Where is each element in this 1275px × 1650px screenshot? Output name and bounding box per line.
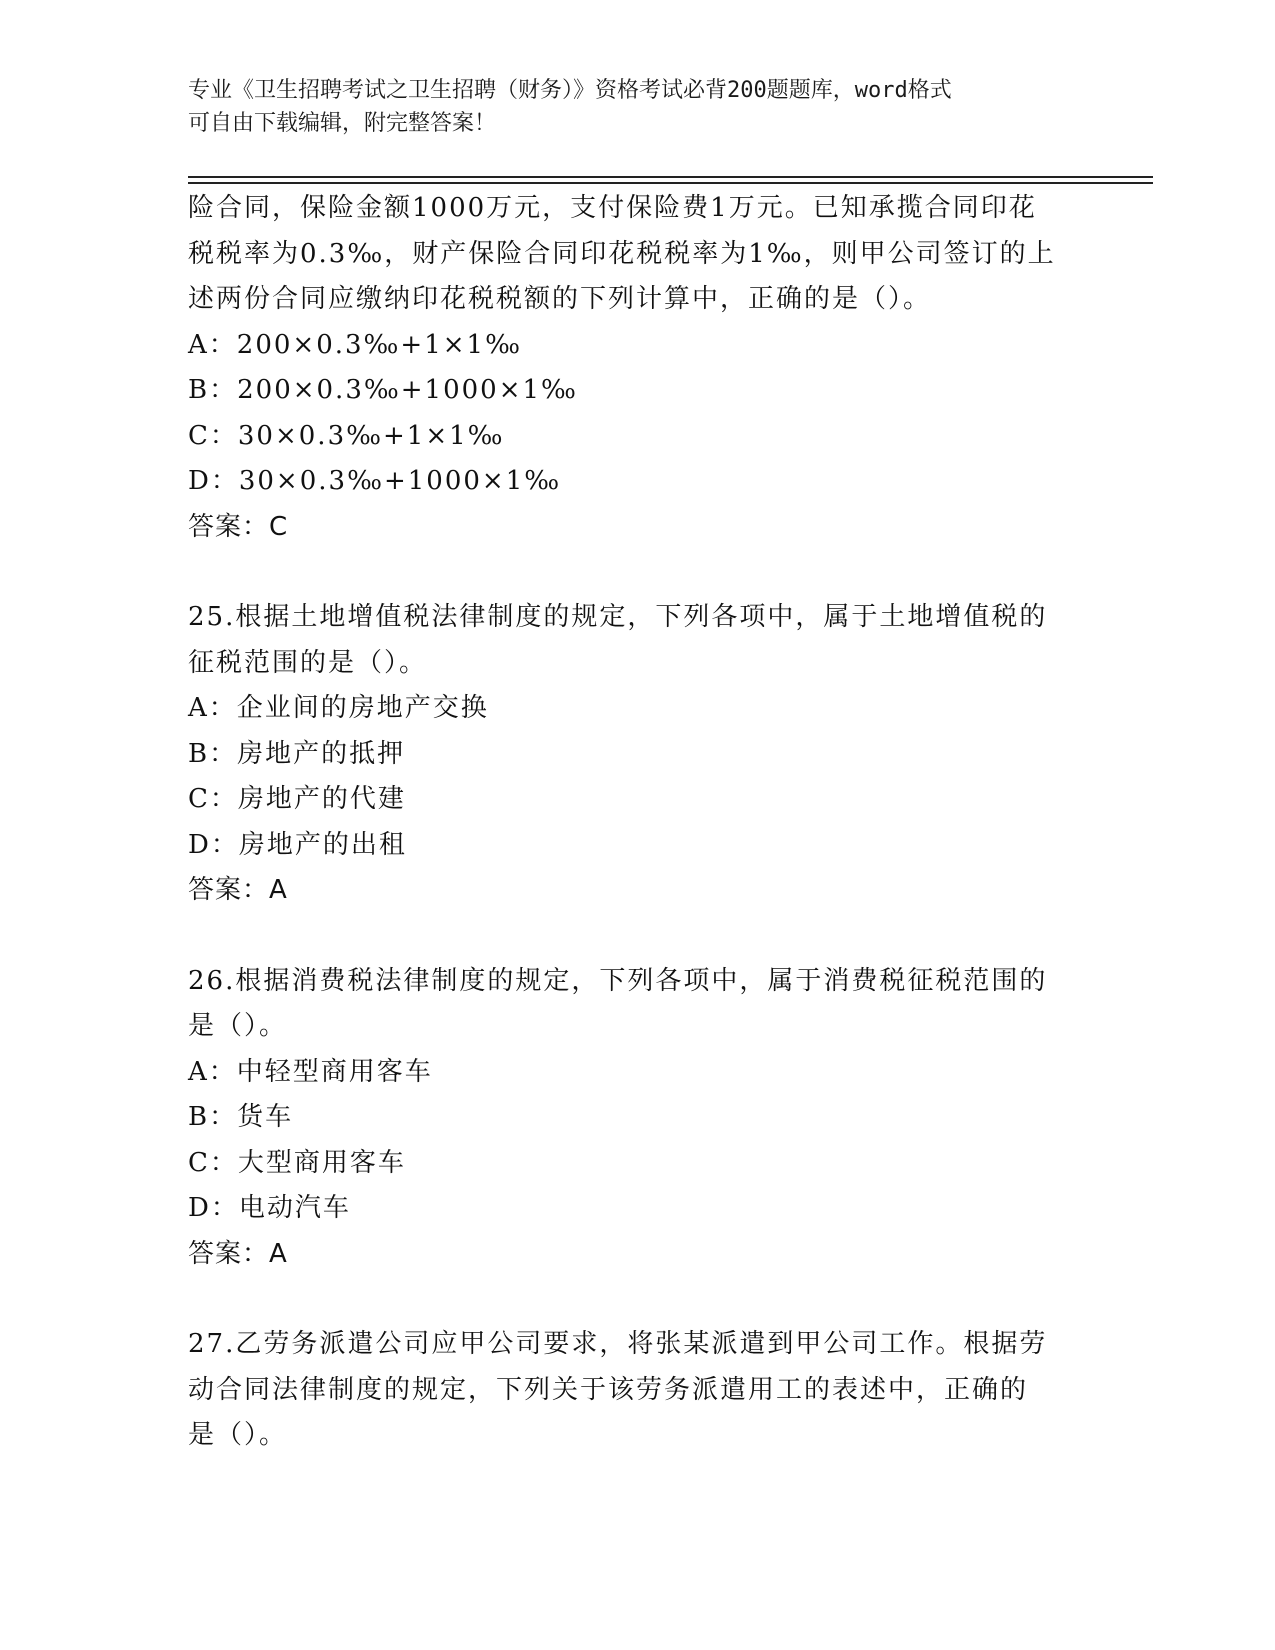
question-text-line: 25.根据土地增值税法律制度的规定，下列各项中，属于土地增值税的 [188, 602, 1048, 632]
question-text-line: 征税范围的是（）。 [188, 647, 428, 678]
question-24 [188, 186, 1088, 550]
document-header [188, 74, 1088, 140]
answer-value: A [269, 875, 287, 905]
question-text-line: 动合同法律制度的规定，下列关于该劳务派遣用工的表述中，正确的 [188, 1374, 1029, 1405]
option-a: A：企业间的房地产交换 [188, 693, 489, 723]
option-b: B：房地产的抵押 [188, 738, 406, 769]
question-text-line: 税税率为0.3‰，财产保险合同印花税税率为1‰，则甲公司签订的上 [188, 238, 1056, 269]
header-title-line-1: 专业《卫生招聘考试之卫生招聘（财务）》资格考试必背200题题库，word格式 [188, 78, 952, 103]
question-text-line: 述两份合同应缴纳印花税税额的下列计算中，正确的是（）。 [188, 284, 932, 314]
question-26 [188, 959, 1088, 1278]
option-c: C：30×0.3‰+1×1‰ [188, 420, 505, 451]
answer-line [188, 1232, 1088, 1278]
answer-value: A [269, 1238, 287, 1269]
option-c: C：房地产的代建 [188, 784, 406, 814]
question-25 [188, 595, 1088, 914]
question-text-line: 27.乙劳务派遣公司应甲公司要求，将张某派遣到甲公司工作。根据劳 [188, 1329, 1048, 1359]
document-body [188, 186, 1088, 1459]
question-27 [188, 1322, 1088, 1459]
question-text-line: 险合同，保险金额1000万元，支付保险费1万元。已知承揽合同印花 [188, 193, 1037, 223]
question-text-line: 是（）。 [188, 1420, 288, 1450]
answer-label: 答案： [188, 875, 270, 905]
answer-line [188, 505, 1088, 551]
answer-value: C [269, 511, 288, 542]
answer-line [188, 868, 1088, 914]
answer-label: 答案： [188, 511, 270, 542]
question-text-line: 26.根据消费税法律制度的规定，下列各项中，属于消费税征税范围的 [188, 965, 1048, 996]
option-d: D：30×0.3‰+1000×1‰ [188, 466, 562, 496]
header-rule-top [188, 176, 1153, 178]
answer-label: 答案： [188, 1238, 270, 1269]
option-d: D：房地产的出租 [188, 829, 407, 860]
header-title-line-2: 可自由下载编辑，附完整答案！ [188, 111, 497, 136]
option-b: B：货车 [188, 1102, 294, 1132]
option-d: D：电动汽车 [188, 1193, 351, 1223]
option-a: A：中轻型商用客车 [188, 1056, 433, 1087]
option-c: C：大型商用客车 [188, 1147, 406, 1178]
option-b: B：200×0.3‰+1000×1‰ [188, 375, 578, 405]
option-a: A：200×0.3‰+1×1‰ [188, 329, 522, 360]
question-text-line: 是（）。 [188, 1011, 288, 1041]
header-rule-bottom [188, 182, 1153, 184]
